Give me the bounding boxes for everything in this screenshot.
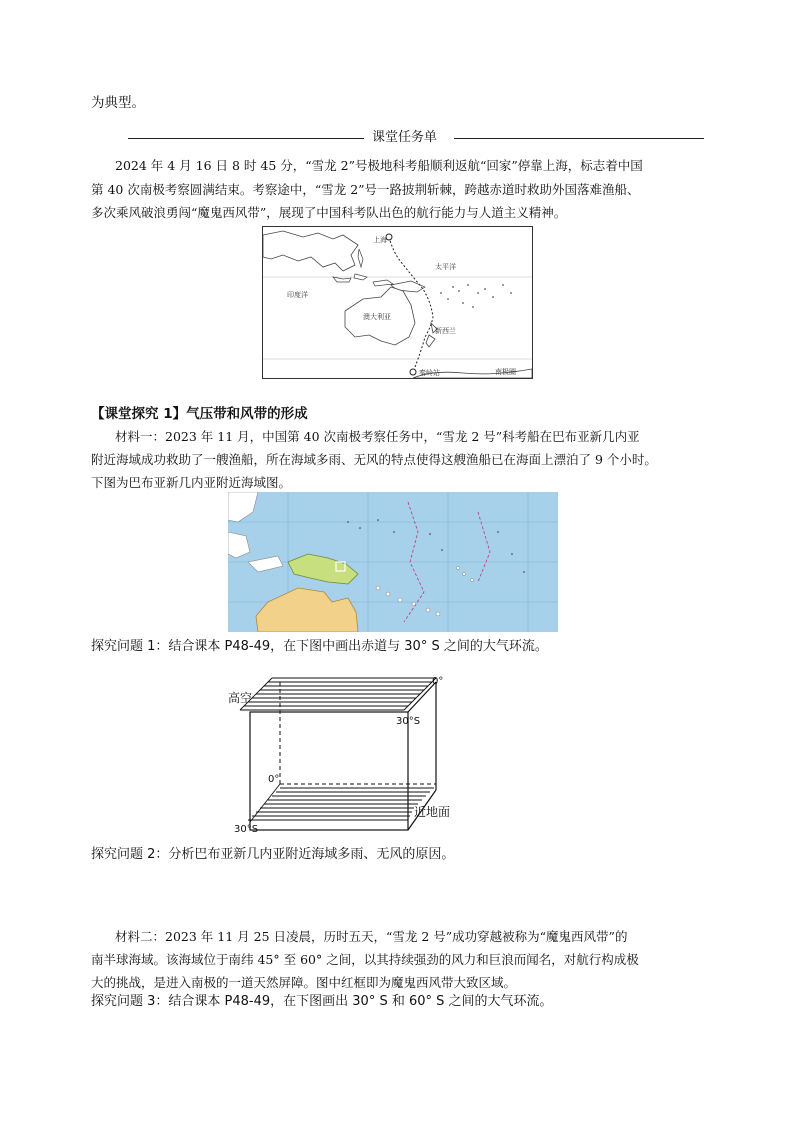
- label-0-top: 0°: [432, 676, 444, 687]
- label-30s-bottom: 30°S: [234, 824, 259, 835]
- label-pacific: 太平洋: [435, 263, 456, 271]
- label-newzealand: 新西兰: [435, 327, 456, 335]
- question-3: 探究问题 3：结合课本 P48-49，在下图画出 30° S 和 60° S 之间的大气环流。: [91, 994, 553, 1009]
- label-australia: 澳大利亚: [363, 313, 391, 321]
- label-indian: 印度洋: [287, 291, 308, 299]
- material2-line-2: 南半球海域。该海域位于南纬 45° 至 60° 之间，以其持续强劲的风力和巨浪而闻名，对航行构成极: [91, 952, 639, 967]
- question-2: 探究问题 2：分析巴布亚新几内亚附近海域多雨、无风的原因。: [91, 847, 455, 862]
- section-rule-right: [454, 138, 704, 139]
- explore1-heading: 【课堂探究 1】气压带和风带的形成: [91, 406, 308, 422]
- route-map: [262, 226, 533, 379]
- png-map: [228, 492, 558, 632]
- label-ground: 近地面: [414, 805, 451, 819]
- label-shanghai: 上海: [373, 236, 387, 244]
- material1-line-3: 下图为巴布亚新几内亚附近海域图。: [91, 475, 292, 490]
- png-map-graphic: [228, 492, 558, 632]
- circulation-diagram[interactable]: [228, 672, 468, 837]
- continued-text: 为典型。: [91, 95, 145, 111]
- material2-line-3: 大的挑战，是进入南极的一道天然屏障。图中红框即为魔鬼西风带大致区域。: [91, 975, 517, 990]
- material1-line-2: 附近海域成功救助了一艘渔船，所在海域多雨、无风的特点使得这艘渔船已在海面上漂泊了 9 个小时。: [91, 452, 657, 467]
- section-title: 课堂任务单: [372, 130, 438, 145]
- question-1: 探究问题 1：结合课本 P48-49，在下图中画出赤道与 30° S 之间的大气环流。: [91, 639, 548, 654]
- intro-line-2: 第 40 次南极考察圆满结束。考察途中，“雪龙 2”号一路披荆斩棘，跨越赤道时救助外国落难渔船、: [91, 182, 640, 197]
- circulation-diagram-graphic: [228, 672, 468, 837]
- material1-line-1: 材料一：2023 年 11 月，中国第 40 次南极考察任务中，“雪龙 2 号”科考船在巴布亚新几内亚: [115, 429, 640, 444]
- label-southpole: 南极圈: [495, 368, 516, 376]
- intro-line-1: 2024 年 4 月 16 日 8 时 45 分，“雪龙 2”号极地科考船顺利返航“回家”停靠上海，标志着中国: [115, 158, 643, 173]
- label-station: 秦岭站: [419, 369, 440, 377]
- intro-line-3: 多次乘风破浪勇闯“魔鬼西风带”，展现了中国科考队出色的航行能力与人道主义精神。: [91, 205, 567, 220]
- label-30s-top: 30°S: [396, 716, 421, 727]
- material2-line-1: 材料二：2023 年 11 月 25 日凌晨，历时五天，“雪龙 2 号”成功穿越被称为“魔鬼西风带”的: [115, 929, 628, 944]
- route-map-graphic: [263, 227, 532, 378]
- label-0-bottom: 0°: [268, 774, 280, 785]
- label-high-altitude: 高空: [228, 691, 253, 705]
- section-rule-left: [128, 138, 364, 139]
